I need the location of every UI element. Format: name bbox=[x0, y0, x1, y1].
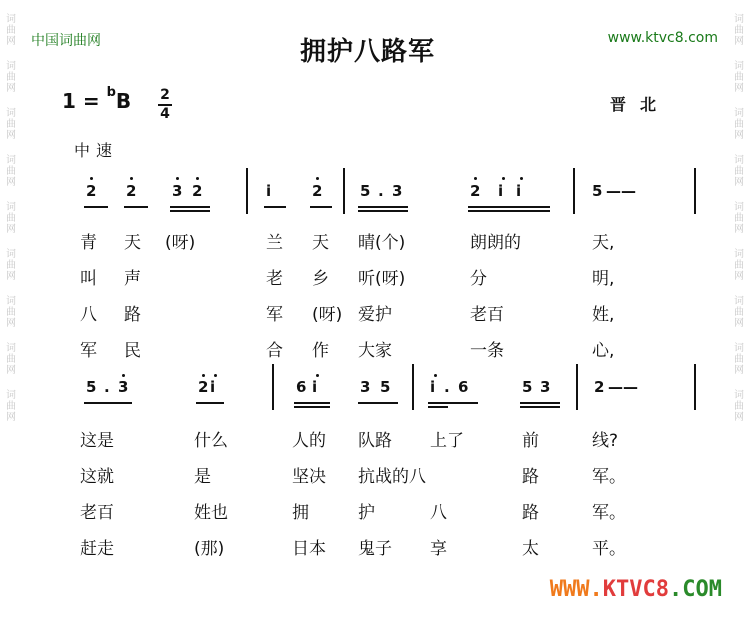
watermark-char: 网 bbox=[734, 130, 744, 141]
underline-beat bbox=[170, 206, 210, 208]
jianpu-note: i bbox=[516, 182, 522, 200]
underline-beat bbox=[84, 206, 108, 208]
octave-dot bbox=[520, 177, 523, 180]
tempo-marking: 中速 bbox=[74, 141, 119, 160]
watermark-char: 词 bbox=[734, 202, 744, 213]
watermark-char: 网 bbox=[6, 271, 16, 282]
underline-beat bbox=[196, 402, 224, 404]
watermark-char: 曲 bbox=[6, 25, 16, 36]
watermark-char: 曲 bbox=[6, 72, 16, 83]
lyric-word: 姓也 bbox=[194, 503, 228, 523]
watermark-char: 词 bbox=[734, 14, 744, 25]
watermark-mark bbox=[6, 14, 16, 47]
watermark-char: 词 bbox=[734, 155, 744, 166]
lyric-word: 心, bbox=[592, 341, 615, 361]
lyric-word: 抗战的八 bbox=[358, 467, 426, 487]
lyric-word: 晴(个) bbox=[358, 233, 406, 253]
jianpu-note: i bbox=[498, 182, 504, 200]
watermark-char: 网 bbox=[6, 412, 16, 423]
watermark-char: 词 bbox=[6, 343, 16, 354]
flat-sign: b bbox=[106, 85, 116, 100]
meter-top: 2 bbox=[160, 87, 170, 103]
underline-beat bbox=[358, 206, 408, 208]
watermark-char: 曲 bbox=[734, 72, 744, 83]
lyric-word: 前 bbox=[522, 431, 539, 451]
watermark-char: 词 bbox=[734, 343, 744, 354]
right-watermark-strip bbox=[728, 0, 750, 629]
lyric-word: 鬼子 bbox=[358, 539, 392, 559]
underline-beat bbox=[124, 206, 148, 208]
lyric-word: (呀) bbox=[165, 233, 196, 253]
jianpu-note: . bbox=[444, 378, 450, 396]
watermark-char: 网 bbox=[6, 83, 16, 94]
lyric-word: 日本 bbox=[292, 539, 326, 559]
jianpu-note: i bbox=[312, 378, 318, 396]
watermark-char: 曲 bbox=[6, 119, 16, 130]
jianpu-note: . bbox=[378, 182, 384, 200]
underline-beat bbox=[84, 402, 132, 404]
jianpu-note: 3 bbox=[118, 378, 129, 396]
jianpu-note: 3 bbox=[540, 378, 551, 396]
lyric-word: 大家 bbox=[358, 341, 392, 361]
octave-dot bbox=[316, 374, 319, 377]
watermark-char: 词 bbox=[6, 202, 16, 213]
lyric-word: 人的 bbox=[292, 431, 326, 451]
lyric-word: 军 bbox=[266, 305, 283, 325]
underline-beat bbox=[520, 406, 560, 408]
underline-beat bbox=[294, 406, 330, 408]
jianpu-note: i bbox=[210, 378, 216, 396]
jianpu-note: —— bbox=[608, 378, 638, 396]
watermark-char: 曲 bbox=[734, 25, 744, 36]
watermark-char: 词 bbox=[6, 249, 16, 260]
bar-line bbox=[694, 364, 696, 410]
lyric-word: 这就 bbox=[80, 467, 114, 487]
lyric-word: 拥 bbox=[292, 503, 309, 523]
watermark-char: 词 bbox=[734, 249, 744, 260]
watermark-char: 曲 bbox=[6, 354, 16, 365]
jianpu-note: . bbox=[104, 378, 110, 396]
lyric-word: 天 bbox=[124, 233, 141, 253]
octave-dot bbox=[502, 177, 505, 180]
watermark-char: 曲 bbox=[734, 260, 744, 271]
lyric-word: 军。 bbox=[592, 467, 626, 487]
watermark-char: 网 bbox=[6, 36, 16, 47]
lyric-word: 享 bbox=[430, 539, 447, 559]
brand-name: KTVC8 bbox=[602, 577, 670, 602]
underline-beat bbox=[428, 406, 448, 408]
underline-beat bbox=[310, 206, 332, 208]
underline-beat bbox=[428, 402, 478, 404]
jianpu-note: 5 bbox=[360, 182, 371, 200]
lyric-word: 听(呀) bbox=[358, 269, 406, 289]
meter-bottom: 4 bbox=[160, 106, 170, 122]
jianpu-note: i bbox=[430, 378, 436, 396]
watermark-char: 曲 bbox=[6, 401, 16, 412]
jianpu-note: 2 bbox=[126, 182, 137, 200]
jianpu-note: i bbox=[266, 182, 272, 200]
watermark-mark bbox=[6, 390, 16, 423]
watermark-mark bbox=[734, 155, 744, 188]
song-title: 拥护八路军 bbox=[300, 37, 436, 67]
watermark-char: 词 bbox=[6, 108, 16, 119]
bar-line bbox=[412, 364, 414, 410]
lyric-word: 天 bbox=[312, 233, 329, 253]
lyric-word: 民 bbox=[124, 341, 141, 361]
lyric-word: 太 bbox=[522, 539, 539, 559]
watermark-mark bbox=[734, 202, 744, 235]
watermark-char: 曲 bbox=[734, 213, 744, 224]
key-note: B bbox=[115, 89, 132, 113]
octave-dot bbox=[90, 177, 93, 180]
watermark-mark bbox=[734, 108, 744, 141]
jianpu-note: 2 bbox=[594, 378, 605, 396]
bar-line bbox=[694, 168, 696, 214]
site-name[interactable]: 中国词曲网 bbox=[31, 33, 101, 49]
octave-dot bbox=[196, 177, 199, 180]
lyric-word: 八 bbox=[80, 305, 97, 325]
lyric-word: 老百 bbox=[80, 503, 114, 523]
jianpu-note: 3 bbox=[172, 182, 183, 200]
jianpu-note: 5 bbox=[380, 378, 391, 396]
watermark-mark bbox=[734, 249, 744, 282]
watermark-mark bbox=[734, 61, 744, 94]
watermark-mark bbox=[6, 296, 16, 329]
watermark-char: 网 bbox=[6, 318, 16, 329]
lyric-word: 平。 bbox=[592, 539, 626, 559]
key-signature bbox=[62, 85, 132, 113]
watermark-mark bbox=[734, 390, 744, 423]
watermark-mark bbox=[6, 108, 16, 141]
watermark-char: 网 bbox=[6, 130, 16, 141]
underline-beat bbox=[264, 206, 286, 208]
watermark-mark bbox=[734, 343, 744, 376]
watermark-char: 曲 bbox=[6, 166, 16, 177]
watermark-char: 词 bbox=[6, 296, 16, 307]
watermark-char: 网 bbox=[734, 83, 744, 94]
lyric-word: 赶走 bbox=[80, 539, 114, 559]
watermark-mark bbox=[6, 249, 16, 282]
jianpu-note: —— bbox=[606, 182, 636, 200]
jianpu-note: 3 bbox=[392, 182, 403, 200]
lyric-word: 作 bbox=[312, 341, 329, 361]
underline-beat bbox=[170, 210, 210, 212]
watermark-mark bbox=[6, 61, 16, 94]
brand-com: .COM bbox=[669, 577, 722, 602]
watermark-char: 词 bbox=[734, 390, 744, 401]
lyric-word: 明, bbox=[592, 269, 615, 289]
lyric-word: 兰 bbox=[266, 233, 283, 253]
watermark-mark bbox=[6, 155, 16, 188]
lyric-word: 爱护 bbox=[358, 305, 392, 325]
underline-beat bbox=[294, 402, 330, 404]
lyric-word: 分 bbox=[470, 269, 487, 289]
brand-www: WWW. bbox=[549, 577, 603, 602]
octave-dot bbox=[202, 374, 205, 377]
lyric-word: 一条 bbox=[470, 341, 504, 361]
watermark-char: 曲 bbox=[6, 213, 16, 224]
underline-beat bbox=[358, 210, 408, 212]
watermark-char: 词 bbox=[734, 296, 744, 307]
lyric-word: 军。 bbox=[592, 503, 626, 523]
footer-brand[interactable] bbox=[550, 577, 722, 602]
underline-beat bbox=[468, 210, 550, 212]
bar-line bbox=[343, 168, 345, 214]
watermark-char: 词 bbox=[6, 61, 16, 72]
watermark-char: 曲 bbox=[734, 354, 744, 365]
watermark-char: 词 bbox=[734, 108, 744, 119]
watermark-mark bbox=[6, 343, 16, 376]
time-signature bbox=[158, 88, 172, 122]
jianpu-note: 6 bbox=[296, 378, 307, 396]
song-region: 晋北 bbox=[610, 95, 671, 114]
jianpu-note: 2 bbox=[86, 182, 97, 200]
lyric-word: (呀) bbox=[312, 305, 343, 325]
jianpu-note: 2 bbox=[192, 182, 203, 200]
jianpu-note: 5 bbox=[86, 378, 97, 396]
lyric-word: 线? bbox=[592, 431, 619, 451]
watermark-char: 曲 bbox=[734, 166, 744, 177]
jianpu-note: 2 bbox=[312, 182, 323, 200]
lyric-word: 天, bbox=[592, 233, 615, 253]
watermark-mark bbox=[6, 202, 16, 235]
bar-line bbox=[576, 364, 578, 410]
bar-line bbox=[246, 168, 248, 214]
watermark-char: 词 bbox=[6, 14, 16, 25]
lyric-word: 叫 bbox=[80, 269, 97, 289]
lyric-word: 坚决 bbox=[292, 467, 326, 487]
lyric-word: 姓, bbox=[592, 305, 615, 325]
lyric-word: 什么 bbox=[194, 431, 228, 451]
lyric-word: 上了 bbox=[430, 431, 464, 451]
lyric-word: 护 bbox=[358, 503, 375, 523]
lyric-word: 军 bbox=[80, 341, 97, 361]
lyric-word: (那) bbox=[194, 539, 225, 559]
lyric-word: 乡 bbox=[312, 269, 329, 289]
watermark-char: 网 bbox=[734, 318, 744, 329]
jianpu-note: 5 bbox=[592, 182, 603, 200]
watermark-char: 曲 bbox=[734, 307, 744, 318]
octave-dot bbox=[474, 177, 477, 180]
lyric-word: 八 bbox=[430, 503, 447, 523]
octave-dot bbox=[122, 374, 125, 377]
watermark-char: 网 bbox=[734, 36, 744, 47]
jianpu-note: 6 bbox=[458, 378, 469, 396]
octave-dot bbox=[214, 374, 217, 377]
watermark-char: 网 bbox=[6, 224, 16, 235]
lyric-word: 朗朗的 bbox=[470, 233, 521, 253]
lyric-word: 青 bbox=[80, 233, 97, 253]
watermark-char: 词 bbox=[6, 155, 16, 166]
watermark-char: 曲 bbox=[6, 307, 16, 318]
bar-line bbox=[272, 364, 274, 410]
watermark-char: 词 bbox=[6, 390, 16, 401]
watermark-char: 曲 bbox=[734, 119, 744, 130]
key-prefix: 1 = bbox=[62, 89, 100, 113]
lyric-word: 老 bbox=[266, 269, 283, 289]
watermark-char: 网 bbox=[6, 365, 16, 376]
lyric-word: 路 bbox=[522, 503, 539, 523]
lyric-word: 这是 bbox=[80, 431, 114, 451]
watermark-char: 词 bbox=[734, 61, 744, 72]
watermark-char: 网 bbox=[734, 412, 744, 423]
jianpu-note: 2 bbox=[470, 182, 481, 200]
bar-line bbox=[573, 168, 575, 214]
octave-dot bbox=[176, 177, 179, 180]
lyric-word: 路 bbox=[522, 467, 539, 487]
jianpu-note: 2 bbox=[198, 378, 209, 396]
lyric-word: 是 bbox=[194, 467, 211, 487]
lyric-word: 路 bbox=[124, 305, 141, 325]
octave-dot bbox=[316, 177, 319, 180]
jianpu-note: 3 bbox=[360, 378, 371, 396]
watermark-char: 曲 bbox=[6, 260, 16, 271]
jianpu-note: 5 bbox=[522, 378, 533, 396]
watermark-char: 曲 bbox=[734, 401, 744, 412]
watermark-mark bbox=[734, 296, 744, 329]
underline-beat bbox=[520, 402, 560, 404]
underline-beat bbox=[358, 402, 398, 404]
watermark-char: 网 bbox=[734, 224, 744, 235]
lyric-word: 队路 bbox=[358, 431, 392, 451]
watermark-char: 网 bbox=[6, 177, 16, 188]
octave-dot bbox=[130, 177, 133, 180]
watermark-char: 网 bbox=[734, 177, 744, 188]
left-watermark-strip bbox=[0, 0, 22, 629]
octave-dot bbox=[434, 374, 437, 377]
site-url[interactable]: www.ktvc8.com bbox=[607, 30, 718, 46]
lyric-word: 声 bbox=[124, 269, 141, 289]
lyric-word: 老百 bbox=[470, 305, 504, 325]
watermark-char: 网 bbox=[734, 271, 744, 282]
underline-beat bbox=[468, 206, 550, 208]
lyric-word: 合 bbox=[266, 341, 283, 361]
watermark-char: 网 bbox=[734, 365, 744, 376]
watermark-mark bbox=[734, 14, 744, 47]
